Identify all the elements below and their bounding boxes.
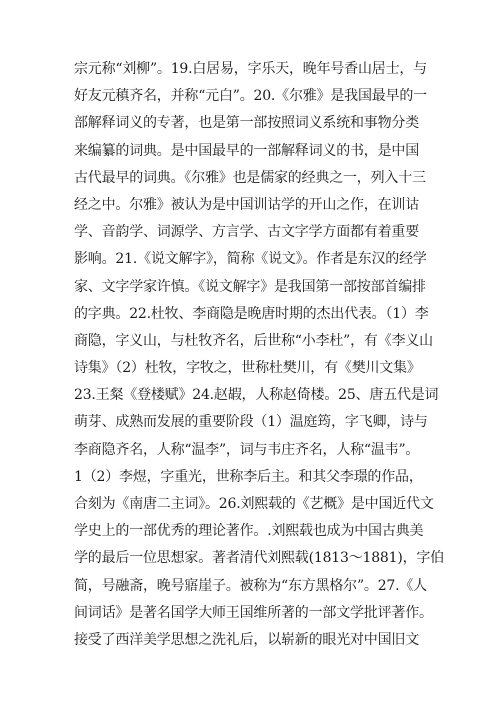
text-line: 经之中。尔雅》被认为是中国训诂学的开山之作，在训诂 [74, 196, 419, 213]
text-line: 古代最早的词典。《尔雅》也是儒家的经典之一，列入十三 [74, 169, 426, 186]
text-line: 影响。21.《说文解字》，简称《说文》。作者是东汉的经学 [74, 251, 427, 268]
text-line: 商隐，字义山，与杜牧齐名，后世称“小李杜”，有《李义山 [74, 332, 433, 349]
body-text [74, 56, 444, 654]
text-line: 1（2）李煜，字重光，世称李后主。和其父李璟的作品， [74, 468, 423, 485]
text-line: 的字典。22.杜牧、李商隐是晚唐时期的杰出代表。（1）李 [74, 305, 429, 322]
text-line: 接受了西洋美学思想之洗礼后，以崭新的眼光对中国旧文 [74, 631, 419, 648]
text-line: 部解释词义的专著，也是第一部按照词义系统和事物分类 [74, 115, 419, 132]
text-line: 萌芽、成熟而发展的重要阶段（1）温庭筠，字飞卿，诗与 [74, 414, 428, 431]
text-line: 简，号融斋，晚号寤崖子。被称为“东方黑格尔”。27.《人 [74, 577, 427, 594]
text-line: 学、音韵学、词源学、方言学、古文字学方面都有着重要 [74, 224, 419, 241]
text-line: 学的最后一位思想家。著者清代刘熙载(1813～1881)，字伯 [74, 550, 444, 567]
text-line: 诗集》（2）杜牧，字牧之，世称杜樊川，有《樊川文集》 [74, 360, 421, 377]
text-line: 学史上的一部优秀的理论著作。.刘熙载也成为中国古典美 [74, 523, 424, 540]
text-line: 23.王粲《登楼赋》24.赵嘏，人称赵倚楼。25、唐五代是词 [74, 387, 439, 404]
text-line: 宗元称“刘柳”。19.白居易，字乐天，晚年号香山居士，与 [74, 61, 427, 77]
text-line: 合刻为《南唐二主词》。26.刘熙载的《艺概》是中国近代文 [74, 496, 434, 512]
text-line: 来编纂的词典。是中国最早的一部解释词义的书，是中国 [74, 142, 419, 159]
text-line: 李商隐齐名，人称“温李”，词与韦庄齐名，人称“温韦”。 [74, 441, 420, 458]
text-line: 好友元稹齐名，并称“元白”。20.《尔雅》是我国最早的一 [74, 88, 427, 105]
text-line: 家、文字学家许慎。《说文解字》是我国第一部按部首编排 [74, 278, 426, 295]
text-line: 间词话》是著名国学大师王国维所著的一部文学批评著作。 [74, 604, 433, 621]
